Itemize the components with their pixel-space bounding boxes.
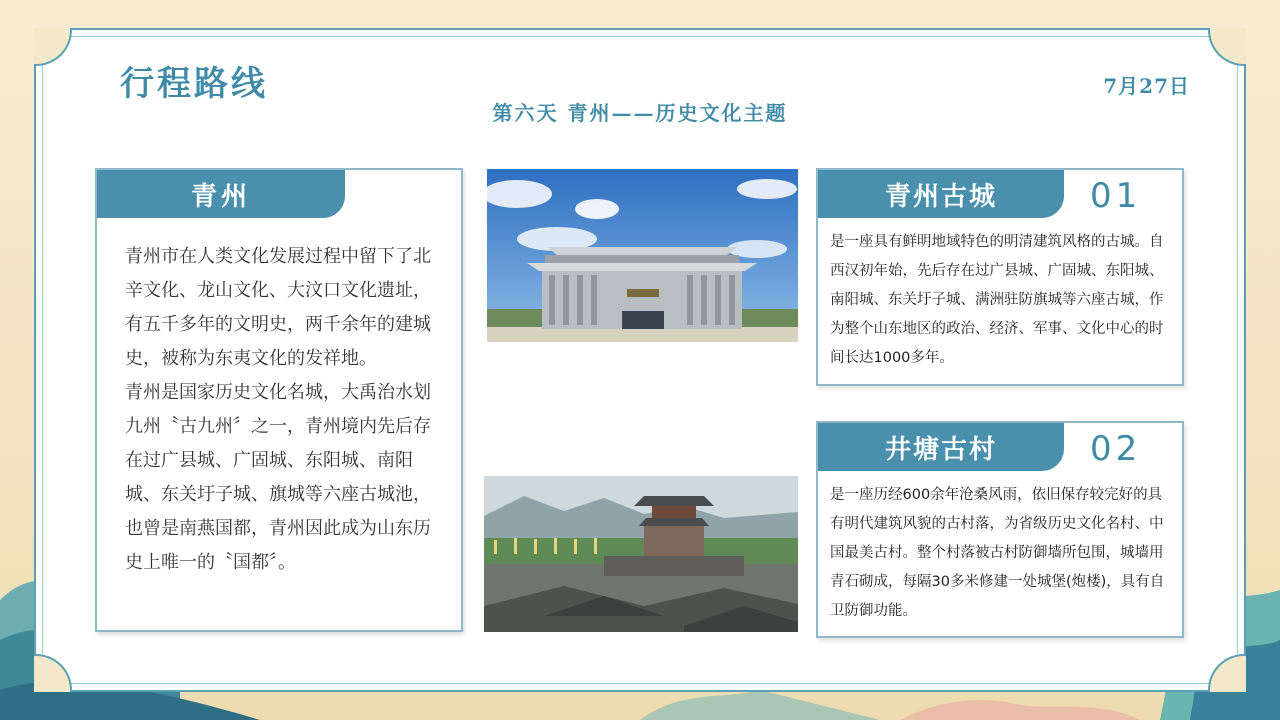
museum-photo: [487, 169, 798, 342]
jingtang-village-card: [816, 421, 1184, 638]
qingzhou-card-body: [125, 240, 437, 580]
ancient-town-photo: [484, 476, 798, 632]
page-subtitle: 第六天 青州——历史文化主题: [492, 101, 788, 125]
ancient-city-card-title: 青州古城: [818, 170, 1064, 218]
date-label: 7月27日: [1103, 74, 1190, 98]
qingzhou-card: [95, 168, 463, 632]
qingzhou-ancient-city-card: [816, 168, 1184, 386]
ancient-city-card-text: 是一座具有鲜明地域特色的明清建筑风格的古城。自西汉初年始，先后存在过广县城、广固城、东阳城、南阳城、东关圩子城、满洲驻防旗城等六座古城，作为整个山东地区的政治、经济、军事、文化中心的时间长达1000多年。: [830, 234, 1164, 366]
page-title: 行程路线: [120, 64, 268, 104]
qingzhou-paragraph-1: 青州市在人类文化发展过程中留下了北辛文化、龙山文化、大汶口文化遗址，有五千多年的文明史，两千余年的建城史，被称为东夷文化的发祥地。: [125, 246, 431, 369]
jingtang-card-title: 井塘古村: [818, 423, 1064, 471]
qingzhou-paragraph-2: 青州是国家历史文化名城，大禹治水划九州〝古九州〞之一，青州境内先后存在过广县城、广固城、东阳城、南阳城、东关圩子城、旗城等六座古城池，也曾是南燕国都，青州因此成为山东历史上唯一的〝国都〞。: [125, 382, 431, 573]
jingtang-card-number: 02: [1090, 429, 1142, 469]
ancient-city-card-number: 01: [1090, 176, 1142, 216]
jingtang-card-text: 是一座历经600余年沧桑风雨，依旧保存较完好的具有明代建筑风貌的古村落，为省级历史文化名村、中国最美古村。整个村落被古村防御墙所包围，城墙用青石砌成，每隔30多米修建一处城堡(炮楼)，具有自卫防御功能。: [830, 487, 1165, 619]
qingzhou-card-title: 青州: [97, 170, 345, 218]
